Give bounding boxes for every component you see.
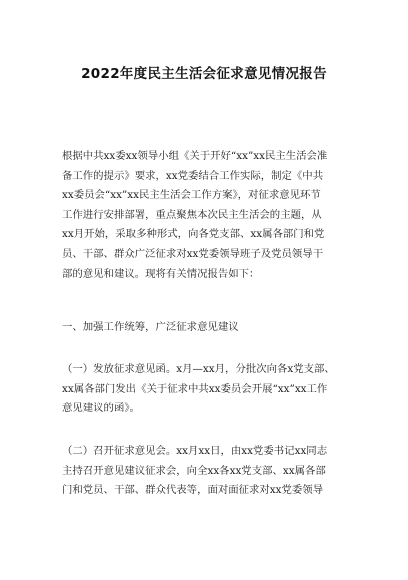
paragraph-line: 意见建议的函》。 xyxy=(62,402,140,415)
paragraph-line: xx月开始，采取多种形式，向各党支部、xx属各部门和党 xyxy=(62,228,325,241)
document-title: 2022年度民主生活会征求意见情况报告 xyxy=(81,66,327,82)
intro-paragraph xyxy=(62,147,350,284)
paragraph-line: xx属各部门发出《关于征求中共xx委员会开展“xx”xx工作 xyxy=(62,382,328,395)
item-paragraph-2 xyxy=(62,442,350,501)
paragraph-line: 部的意见和建议。现将有关情况报告如下： xyxy=(62,267,260,280)
item-paragraph-1 xyxy=(62,360,350,419)
paragraph-line: xx委员会“xx”xx民主生活会工作方案》，对征求意见环节 xyxy=(62,189,321,202)
paragraph-line: 根据中共xx委xx领导小组《关于开好“xx”xx民主生活会准 xyxy=(62,150,328,162)
paragraph-line: 主持召开意见建议征求会，向全xx各xx党支部、xx属各部 xyxy=(62,464,326,477)
paragraph-line: 员、干部、群众广泛征求对xx党委领导班子及党员领导干 xyxy=(62,247,324,260)
paragraph-line: 工作进行安排部署，重点聚焦本次民主生活会的主题，从 xyxy=(62,208,322,221)
section-heading xyxy=(62,318,350,338)
paragraph-line: （二）召开征求意见会。xx月xx日，由xx党委书记xx同志 xyxy=(62,445,328,457)
paragraph-line: 备工作的提示》要求，xx党委结合工作实际，制定《中共 xyxy=(62,169,324,182)
section-heading-text: 一、加强工作统筹，广泛征求意见建议 xyxy=(62,321,239,333)
paragraph-line: （一）发放征求意见函。x月—xx月，分批次向各x党支部、 xyxy=(62,363,335,375)
paragraph-line: 门和党员、干部、群众代表等，面对面征求对xx党委领导 xyxy=(62,484,324,497)
